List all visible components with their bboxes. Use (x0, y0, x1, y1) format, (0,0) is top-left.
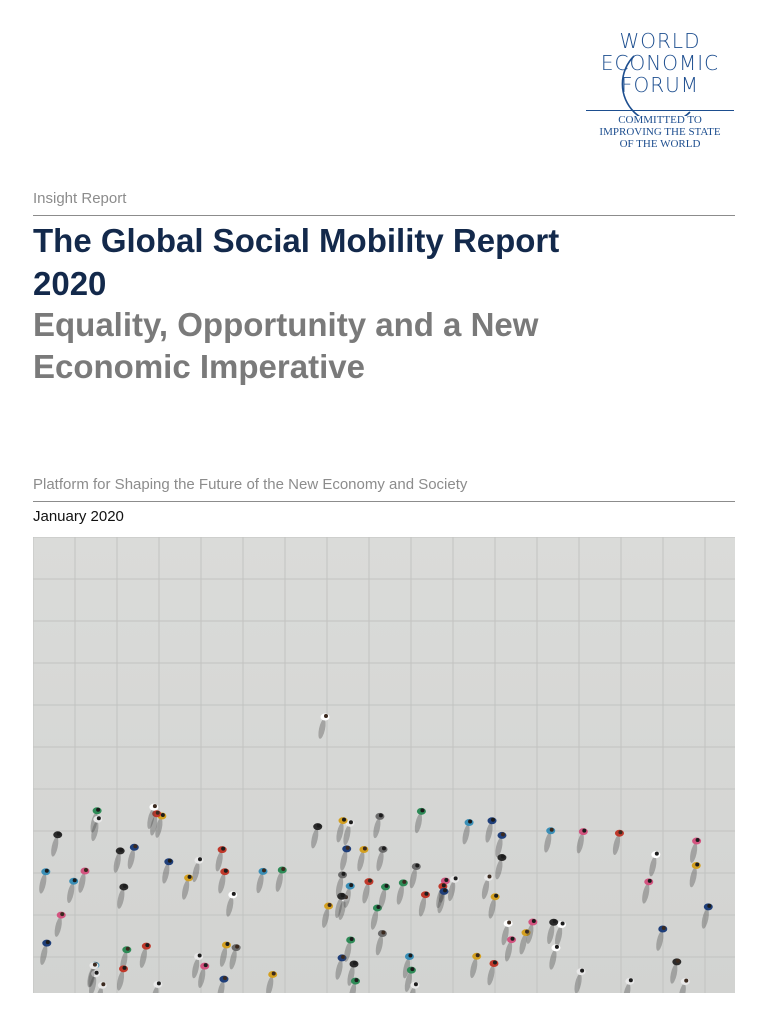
tagline-line-2: IMPROVING THE STATE (599, 126, 721, 138)
wef-logo (584, 30, 736, 150)
platform-label: Platform for Shaping the Future of the New Economy and Society (33, 476, 468, 493)
report-title: The Global Social Mobility Report 2020 (33, 222, 560, 302)
logo-line-economic: ECONOMIC (600, 51, 720, 75)
logo-tagline (584, 114, 736, 150)
logo-wordmark (584, 30, 736, 96)
logo-line-forum: FORUM (620, 73, 700, 97)
platform-divider (33, 501, 735, 502)
logo-divider (586, 110, 734, 111)
header-divider (33, 215, 735, 216)
logo-line-world: WORLD (619, 29, 701, 53)
tagline-line-3: OF THE WORLD (619, 138, 701, 150)
tagline-line-1: COMMITTED TO (618, 114, 702, 126)
aerial-crowd-image (33, 537, 735, 993)
report-subtitle: Equality, Opportunity and a New Economic Imperative (33, 306, 539, 385)
publication-date: January 2020 (33, 508, 124, 525)
cover-photo (33, 537, 735, 993)
report-type-label: Insight Report (33, 190, 127, 207)
